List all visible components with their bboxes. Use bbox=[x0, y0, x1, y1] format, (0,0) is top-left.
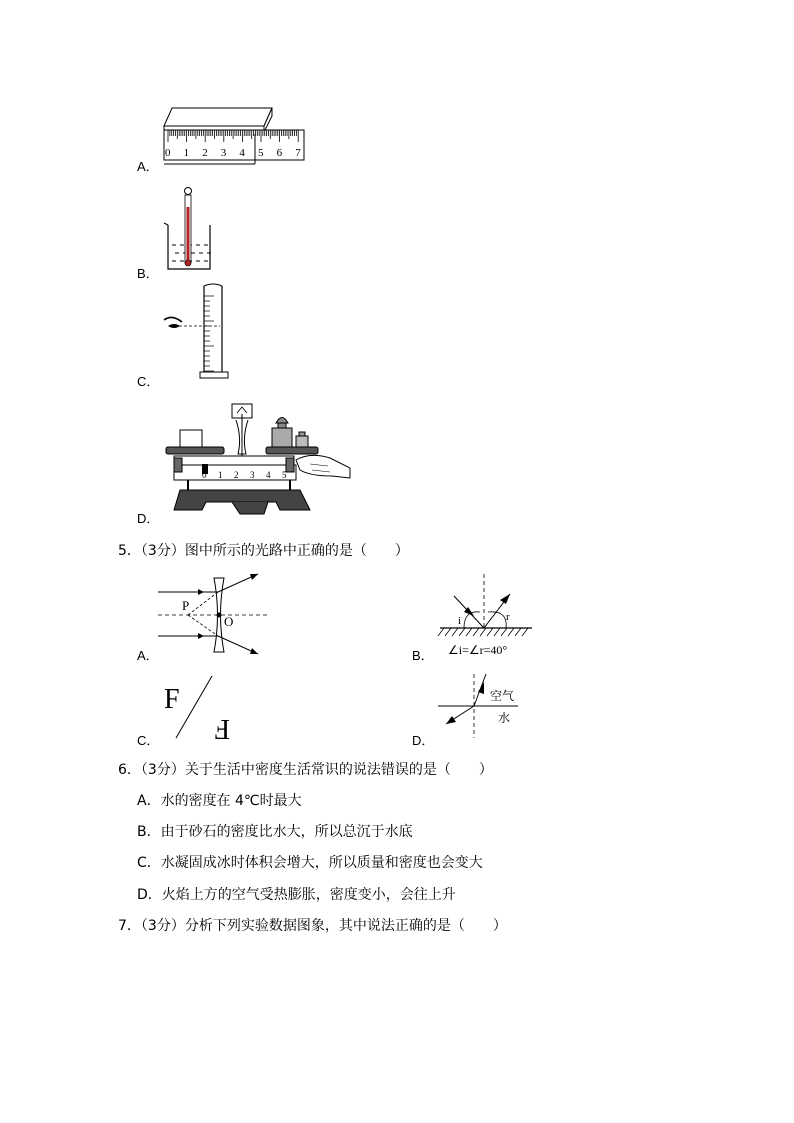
ruler-tick-label: 1 bbox=[183, 147, 190, 159]
graduated-cylinder-figure bbox=[160, 282, 250, 384]
angle-r-label: r bbox=[506, 611, 510, 623]
beam-tick-label: 4 bbox=[266, 470, 271, 480]
balance-scale-figure bbox=[160, 398, 360, 520]
option-b-label: B． bbox=[137, 266, 159, 281]
q5-option-b-label: B． bbox=[412, 648, 434, 663]
mirrored-letter-f: F bbox=[214, 713, 230, 744]
ruler-tick-label: 0 bbox=[165, 147, 171, 159]
option-a-label: A． bbox=[137, 159, 159, 174]
beam-tick-label: 5 bbox=[282, 470, 287, 480]
reflection-figure bbox=[440, 574, 536, 660]
beam-tick-label: 0 bbox=[202, 470, 207, 480]
angle-caption: ∠i=∠r=40° bbox=[448, 643, 508, 657]
ruler-tick-label: 2 bbox=[202, 147, 208, 159]
ruler-tick-label: 5 bbox=[258, 147, 264, 159]
beam-tick-label: 1 bbox=[218, 470, 223, 480]
q5-option-d-label: D． bbox=[412, 733, 435, 748]
q6-option-c: C．水凝固成冰时体积会增大，所以质量和密度也会变大 bbox=[137, 855, 483, 871]
ruler-block-figure bbox=[160, 104, 310, 168]
point-o-label: O bbox=[224, 614, 234, 629]
letter-f: F bbox=[164, 684, 180, 715]
q5-option-c-label: C． bbox=[137, 733, 160, 748]
point-p-label: P bbox=[182, 598, 190, 613]
mirror-letter-figure bbox=[160, 672, 250, 742]
concave-lens-figure bbox=[158, 574, 268, 658]
q6-option-b: B．由于砂石的密度比水大，所以总沉于水底 bbox=[137, 824, 413, 840]
q6-stem: 6．（3分）关于生活中密度生活常识的说法错误的是（ ） bbox=[118, 762, 493, 778]
q5-option-a-label: A． bbox=[137, 648, 159, 663]
angle-i-label: i bbox=[458, 615, 462, 627]
ruler-tick-label: 6 bbox=[276, 147, 283, 159]
q7-stem: 7．（3分）分析下列实验数据图象，其中说法正确的是（ ） bbox=[118, 918, 507, 934]
ruler-tick-label: 4 bbox=[239, 147, 245, 159]
refraction-figure bbox=[438, 672, 528, 742]
thermometer-beaker-figure bbox=[160, 185, 220, 275]
beam-tick-label: 3 bbox=[250, 470, 255, 480]
option-c-label: C． bbox=[137, 374, 160, 389]
option-d-label: D． bbox=[137, 511, 160, 526]
beam-tick-label: 2 bbox=[234, 470, 239, 480]
water-label: 水 bbox=[498, 711, 511, 725]
ruler-tick-label: 7 bbox=[295, 147, 301, 159]
q5-stem: 5．（3分）图中所示的光路中正确的是（ ） bbox=[118, 543, 409, 559]
air-label: 空气 bbox=[490, 689, 515, 703]
q6-option-a: A．水的密度在 4℃时最大 bbox=[137, 793, 302, 809]
q6-option-d: D．火焰上方的空气受热膨胀，密度变小，会往上升 bbox=[137, 887, 456, 903]
ruler-tick-label: 3 bbox=[220, 147, 227, 159]
